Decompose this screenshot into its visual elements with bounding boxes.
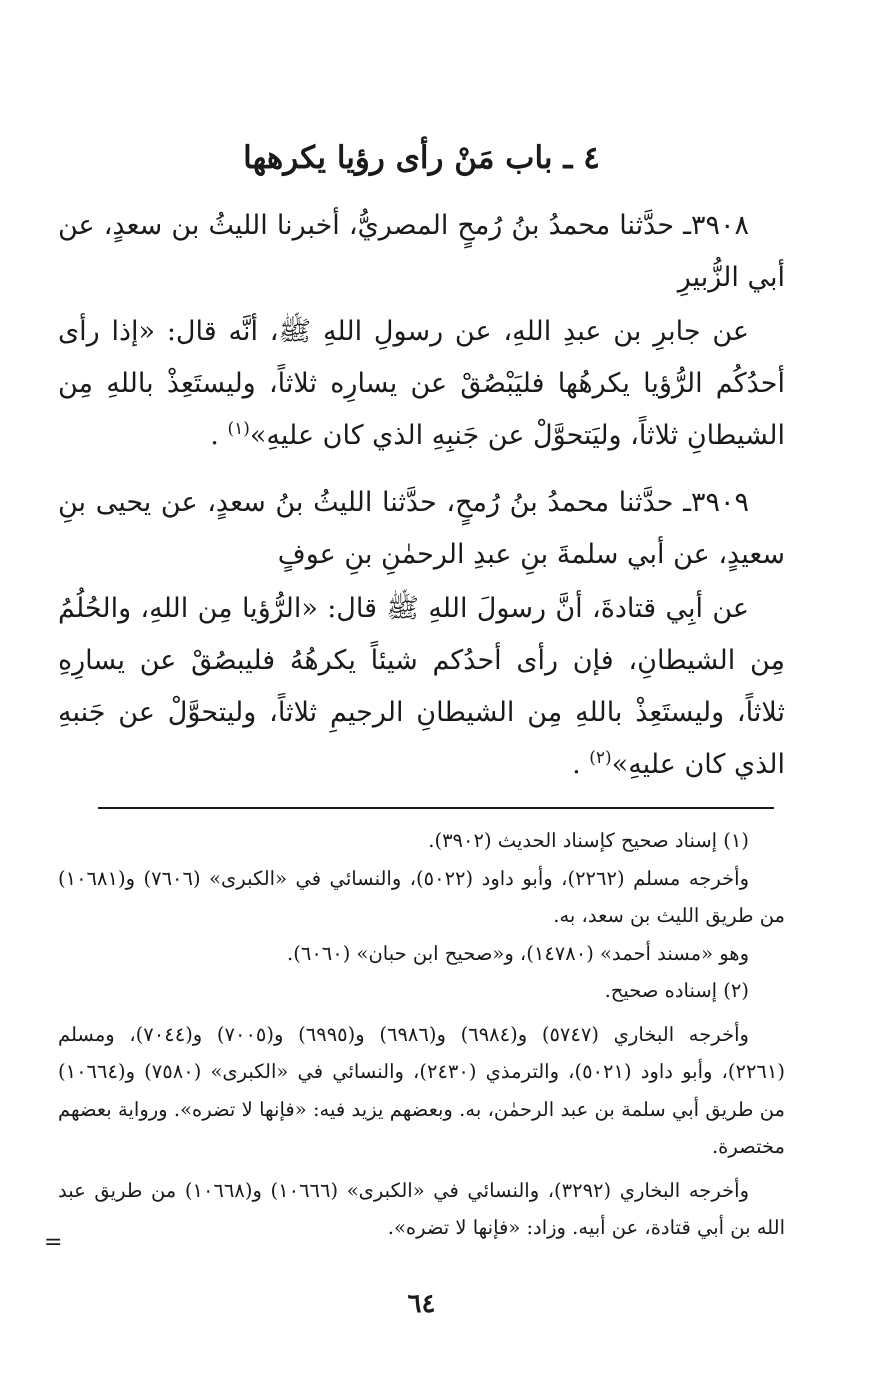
footnote-ref-1[interactable]: (١) — [227, 419, 250, 439]
footnote-ref-2[interactable]: (٢) — [589, 748, 612, 768]
footnote-2: (٢) إسناده صحيح. — [604, 979, 749, 1002]
hadith-1-isnad-block — [58, 200, 785, 304]
footnote-1-takhrij: وأخرجه مسلم (٢٢٦٢)، وأبو داود (٥٠٢٢)، والنسائي في «الكبرى» (٧٦٠٦) و(١٠٦٨١) من طريق الليث بن سعد، به. — [58, 866, 785, 927]
footnote-2-takhrij-bukhari: وأخرجه البخاري (٣٢٩٢)، والنسائي في «الكبرى» (١٠٦٦٦) و(١٠٦٦٨) من طريق عبد الله بن أبي قتادة، عن أبيه. وزاد: «فإنها لا تضره». — [58, 1178, 785, 1239]
hadith-1-isnad: ٣٩٠٨ـ حدَّثنا محمدُ بنُ رُمحٍ المصريُّ، أخبرنا الليثُ بن سعدٍ، عن أبي الزُّبيرِ — [58, 210, 785, 293]
footnote-2-takhrij: وأخرجه البخاري (٥٧٤٧) و(٦٩٨٤) و(٦٩٨٦) و(٦٩٩٥) و(٧٠٠٥) و(٧٠٤٤)، ومسلم (٢٢٦١)، وأبو داود (٥٠٢١)، والترمذي (٢٤٣٠)، والنسائي في «الكبرى» (٧٥٨٠) و(١٠٦٦٤) من طريق أبي سلمة بن عبد الرحمٰن، به. وبعضهم يزيد فيه: «فإنها لا تضره». ورواية بعضهم مختصرة. — [58, 1022, 785, 1158]
footnote-1-musnad: وهو «مسند أحمد» (١٤٧٨٠)، و«صحيح ابن حبان» (٦٠٦٠). — [287, 941, 749, 965]
hadith-2-isnad-block — [58, 477, 785, 581]
footnotes — [58, 822, 785, 1247]
hadith-2-isnad: ٣٩٠٩ـ حدَّثنا محمدُ بنُ رُمحٍ، حدَّثنا الليثُ بنُ سعدٍ، عن يحيى بنِ سعيدٍ، عن أبي سلمةَ بنِ عبدِ الرحمٰنِ بنِ عوفٍ — [58, 487, 785, 570]
hadith-1-matn: عن جابرِ بن عبدِ اللهِ، عن رسولِ اللهِ ﷺ، أنَّه قال: «إذا رأى أحدُكُم الرُّؤيا يكرهُها فليَبْصُقْ عن يسارِه ثلاثاً، وليستَعِذْ باللهِ مِن الشيطانِ ثلاثاً، وليَتحوَّلْ عن جَنبِهِ الذي كان عليهِ» — [58, 316, 785, 451]
hadith-2-matn-paragraph: عن أبِي قتادةَ، أنَّ رسولَ اللهِ ﷺ قال: «الرُّؤيا مِن اللهِ، والحُلُمُ مِن الشيطانِ، فإن رأى أحدُكم شيئاً يكرهُهُ فليبصُقْ عن يسارِهِ ثلاثاً، وليستَعِذْ باللهِ مِن الشيطانِ الرجيمِ ثلاثاً، وليتحوَّلْ عن جَنبهِ الذي كان عليهِ»$^{(٢)}$ . — [58, 593, 785, 780]
hadith-2-matn: عن أبِي قتادةَ، أنَّ رسولَ اللهِ ﷺ قال: «الرُّؤيا مِن اللهِ، والحُلُمُ مِن الشيطانِ، فإن رأى أحدُكم شيئاً يكرهُهُ فليبصُقْ عن يسارِهِ ثلاثاً، وليستَعِذْ باللهِ مِن الشيطانِ الرجيمِ ثلاثاً، وليتحوَّلْ عن جَنبهِ الذي كان عليهِ» — [58, 593, 785, 780]
chapter-title: ٤ ـ باب مَنْ رأى رؤيا يكرهها — [243, 140, 600, 176]
continuation-mark: = — [44, 1230, 63, 1255]
page-number: ٦٤ — [407, 1289, 436, 1319]
hadith-2-matn-block — [58, 583, 785, 791]
hadith-1-matn-paragraph: عن جابرِ بن عبدِ اللهِ، عن رسولِ اللهِ ﷺ، أنَّه قال: «إذا رأى أحدُكُم الرُّؤيا يكرهُها فليَبْصُقْ عن يسارِه ثلاثاً، وليستَعِذْ باللهِ مِن الشيطانِ ثلاثاً، وليَتحوَّلْ عن جَنبِهِ الذي كان عليهِ»$^{(١)}$ . — [58, 316, 785, 451]
hadith-1-matn-block — [58, 306, 785, 462]
footnote-divider — [98, 807, 774, 809]
footnote-1: (١) إسناد صحيح كإسناد الحديث (٣٩٠٢). — [428, 829, 749, 852]
